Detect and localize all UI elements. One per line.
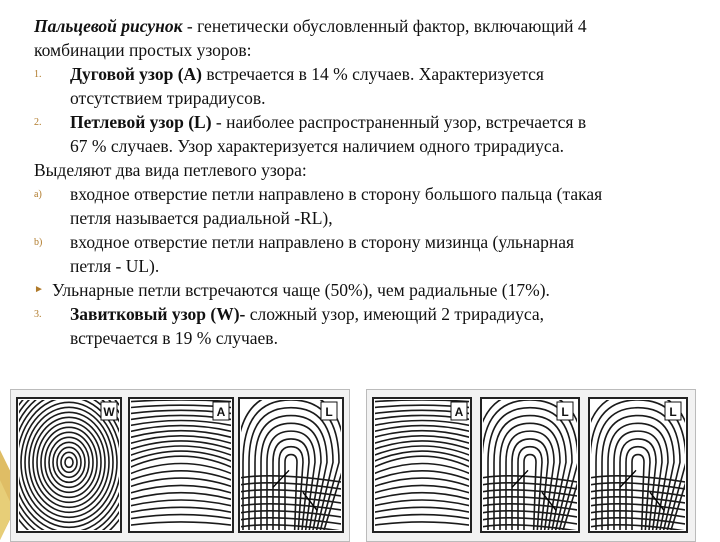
whorl-pattern-text-2: встречается в 19 % случаев. [70, 328, 278, 348]
list-item-a-cont [34, 206, 694, 230]
fingerprint-label: A [454, 405, 464, 419]
list-marker-3: 3. [34, 309, 42, 320]
fingerprint-loop-1 [476, 392, 584, 532]
fingerprint-illustrations [0, 387, 720, 540]
fingerprint-label: L [669, 405, 677, 419]
arch-pattern-term: Дуговой узор (А) [70, 64, 202, 84]
fingerprint-arch-1 [124, 394, 238, 532]
list-marker-b: b) [34, 237, 43, 248]
fingerprint-group-left-image [11, 390, 349, 541]
radial-loop-text: входное отверстие петли направлено в сторону большого пальца (такая [70, 184, 603, 204]
list-marker-a: a) [34, 189, 42, 200]
ulnar-loop-text-2: петля - UL). [70, 256, 160, 276]
slide-text [34, 14, 694, 350]
list-item-b-cont [34, 254, 694, 278]
intro-line-1 [34, 14, 694, 38]
fingerprint-group-left [10, 389, 350, 542]
whorl-pattern-text: сложный узор, имеющий 2 трирадиуса, [245, 304, 544, 324]
arrow-bullet-icon: ► [34, 284, 44, 295]
radial-loop-text-2: петля называется радиальной -RL), [70, 208, 333, 228]
list-item-2-cont [34, 134, 694, 158]
intro-text: - генетически обусловленный фактор, включающий 4 [182, 16, 587, 36]
fingerprint-whorl-0 [11, 390, 137, 541]
arch-pattern-text-2: отсутствием трирадиусов. [70, 88, 266, 108]
fingerprint-loop-2 [234, 392, 348, 532]
fingerprint-arch-0 [368, 394, 476, 532]
loop-pattern-text-2: 67 % случаев. Узор характеризуется наличием одного трирадиуса. [70, 136, 564, 156]
list-item-b [34, 230, 694, 254]
arch-pattern-text: встречается в 14 % случаев. Характеризуется [202, 64, 544, 84]
loop-types-heading [34, 158, 694, 182]
bullet-text: Ульнарные петли встречаются чаще (50%), чем радиальные (17%). [52, 280, 550, 300]
list-marker-2: 2. [34, 117, 42, 128]
list-marker-1: 1. [34, 69, 42, 80]
loop-pattern-text: - наиболее распространенный узор, встречается в [211, 112, 587, 132]
intro-line-2 [34, 38, 694, 62]
fingerprint-group-right-image [367, 390, 695, 541]
fingerprint-label: A [216, 405, 226, 419]
fingerprint-group-right [366, 389, 696, 542]
list-item-a [34, 182, 694, 206]
list-item-3-cont [34, 326, 694, 350]
fingerprint-label: L [325, 405, 333, 419]
fingerprint-label: L [561, 405, 569, 419]
fingerprint-loop-2 [584, 392, 692, 532]
loop-types-text: Выделяют два вида петлевого узора: [34, 160, 307, 180]
list-item-1 [34, 62, 694, 86]
list-item-2 [34, 110, 694, 134]
list-item-3 [34, 302, 694, 326]
fingerprint-label: W [103, 405, 115, 419]
loop-pattern-term: Петлевой узор (L) [70, 112, 212, 132]
intro-term: Пальцевой рисунок [34, 16, 183, 36]
whorl-pattern-term: Завитковый узор (W)- [70, 304, 246, 324]
intro-text-2: комбинации простых узоров: [34, 40, 252, 60]
list-item-1-cont [34, 86, 694, 110]
bullet-item [34, 278, 694, 302]
ulnar-loop-text: входное отверстие петли направлено в сторону мизинца (ульнарная [70, 232, 575, 252]
